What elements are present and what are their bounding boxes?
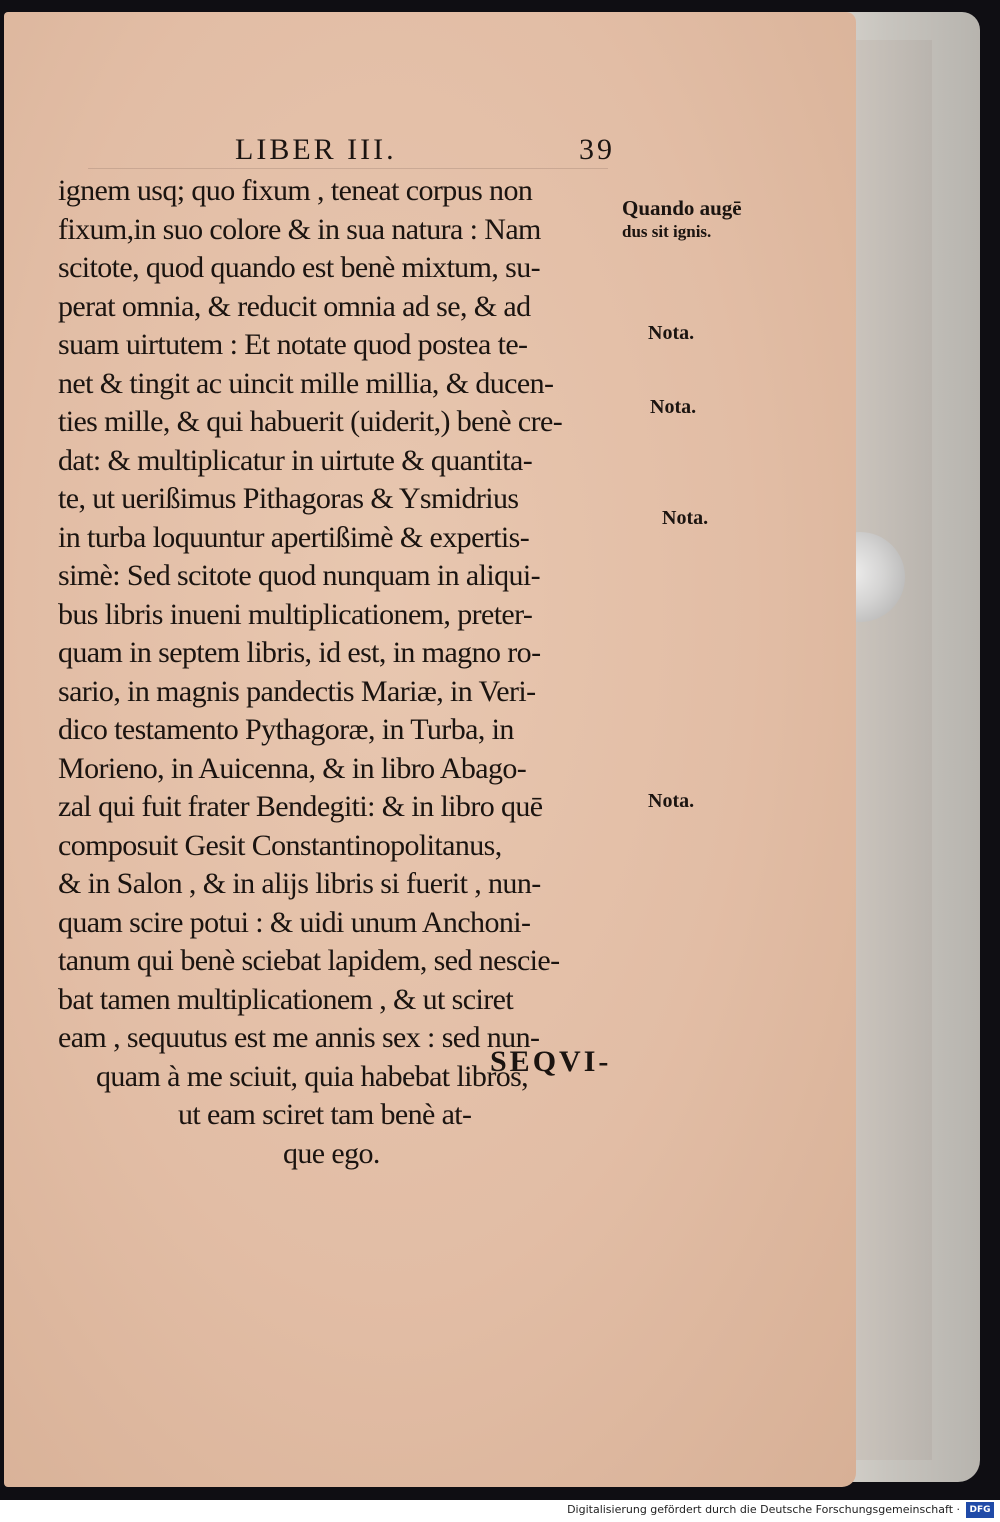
marginal-note-nota: Nota. — [650, 396, 697, 418]
text-line: dat: & multiplicatur in uirtute & quantita- — [58, 443, 533, 477]
text-line: bus libris inueni multiplicationem, preter- — [58, 597, 533, 631]
running-head — [235, 130, 615, 170]
marginal-note-quando — [622, 196, 742, 244]
text-line: quam à me sciuit, quia habebat libros, — [96, 1059, 529, 1093]
text-line: fixum,in suo colore & in sua natura : Nam — [58, 212, 541, 246]
marginal-note-nota: Nota. — [662, 507, 709, 529]
footer-bar — [0, 1500, 1000, 1522]
head-rule — [88, 168, 608, 169]
running-head-title: LIBER III. — [235, 133, 397, 166]
marginal-note-nota: Nota. — [648, 790, 695, 812]
text-line: Morieno, in Auicenna, & in libro Abago- — [58, 751, 527, 785]
text-line: que ego. — [283, 1136, 380, 1170]
text-line: quam in septem libris, id est, in magno ro- — [58, 636, 541, 669]
text-line: in turba loquuntur apertißimè & expertis- — [58, 520, 530, 554]
marginal-note-nota: Nota. — [648, 322, 695, 344]
text-line: suam uirtutem : Et notate quod postea te- — [58, 328, 528, 361]
text-line: scitote, quod quando est benè mixtum, su- — [58, 251, 540, 284]
catchword: SEQVI- — [490, 1045, 612, 1078]
text-line: tanum qui benè sciebat lapidem, sed nescie- — [58, 944, 560, 977]
text-line: ties mille, & qui habuerit (uiderit,) benè cre- — [58, 405, 563, 438]
text-line: perat omnia, & reducit omnia ad se, & ad — [58, 289, 531, 323]
text-line: eam , sequutus est me annis sex : sed nun- — [58, 1021, 540, 1054]
page-number: 39 — [579, 133, 615, 166]
text-line: simè: Sed scitote quod nunquam in aliqui- — [58, 559, 541, 592]
text-line: te, ut uerißimus Pithagoras & Ysmidrius — [58, 482, 519, 515]
text-line: dico testamento Pythagoræ, in Turba, in — [58, 713, 514, 746]
footer-credit: Digitalisierung gefördert durch die Deutsche Forschungsgemeinschaft · — [567, 1503, 960, 1516]
text-line: quam scire potui : & uidi unum Anchoni- — [58, 905, 531, 939]
text-line: ut eam sciret tam benè at- — [178, 1098, 472, 1131]
text-line: net & tingit ac uincit mille millia, & ducen- — [58, 366, 554, 400]
text-line: & in Salon , & in alijs libris si fuerit , nun- — [58, 867, 541, 900]
main-text — [58, 172, 628, 1173]
marginal-note-line: dus sit ignis. — [622, 222, 712, 241]
text-line: bat tamen multiplicationem , & ut sciret — [58, 982, 514, 1016]
dfg-logo: DFG — [966, 1502, 994, 1518]
marginal-note-line: Quando augē — [622, 196, 742, 220]
text-line: composuit Gesit Constantinopolitanus, — [58, 828, 502, 862]
text-line: ignem usq; quo fixum , teneat corpus non — [58, 174, 533, 207]
text-line: zal qui fuit frater Bendegiti: & in libro quē — [58, 790, 543, 823]
text-line: sario, in magnis pandectis Mariæ, in Veri- — [58, 674, 536, 708]
